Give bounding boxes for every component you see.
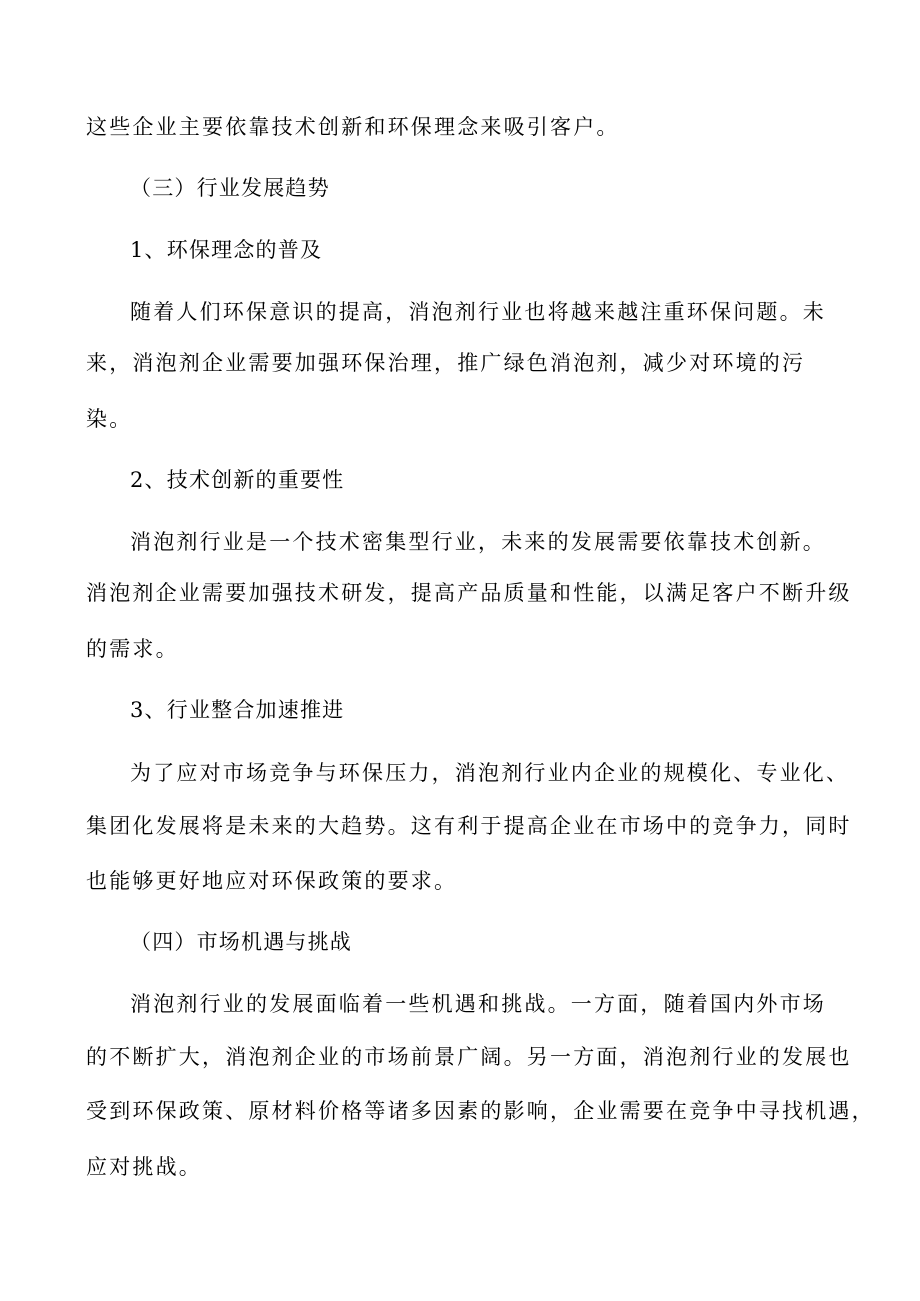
paragraph-line: 染。 bbox=[86, 407, 133, 431]
paragraph-line: 这些企业主要依靠技术创新和环保理念来吸引客户。 bbox=[86, 115, 620, 139]
paragraph-line: 应对挑战。 bbox=[86, 1155, 202, 1179]
paragraph-line: 为了应对市场竞争与环保压力，消泡剂行业内企业的规模化、专业化、 bbox=[130, 761, 850, 785]
subheading-technical-innovation: 2、技术创新的重要性 bbox=[130, 468, 345, 492]
paragraph-line: 的不断扩大，消泡剂企业的市场前景广阔。另一方面，消泡剂行业的发展也 bbox=[86, 1045, 852, 1069]
paragraph-line: 也能够更好地应对环保政策的要求。 bbox=[86, 869, 458, 893]
section-heading-industry-trends: （三）行业发展趋势 bbox=[130, 176, 330, 200]
subheading-industry-consolidation: 3、行业整合加速推进 bbox=[130, 698, 345, 722]
paragraph-line: 来，消泡剂企业需要加强环保治理，推广绿色消泡剂，减少对环境的污 bbox=[86, 351, 806, 375]
section-heading-market-opportunities: （四）市场机遇与挑战 bbox=[130, 930, 352, 954]
paragraph-line: 消泡剂行业是一个技术密集型行业，未来的发展需要依靠技术创新。 bbox=[130, 530, 826, 554]
paragraph-line: 随着人们环保意识的提高，消泡剂行业也将越来越注重环保问题。未 bbox=[130, 300, 826, 324]
paragraph-line: 受到环保政策、原材料价格等诸多因素的影响，企业需要在竞争中寻找机遇， bbox=[86, 1099, 875, 1123]
subheading-environmental-awareness: 1、环保理念的普及 bbox=[130, 238, 323, 262]
paragraph-line: 集团化发展将是未来的大趋势。这有利于提高企业在市场中的竞争力，同时 bbox=[86, 814, 852, 838]
paragraph-line: 的需求。 bbox=[86, 637, 179, 661]
paragraph-line: 消泡剂企业需要加强技术研发，提高产品质量和性能，以满足客户不断升级 bbox=[86, 581, 852, 605]
paragraph-line: 消泡剂行业的发展面临着一些机遇和挑战。一方面，随着国内外市场 bbox=[130, 992, 826, 1016]
